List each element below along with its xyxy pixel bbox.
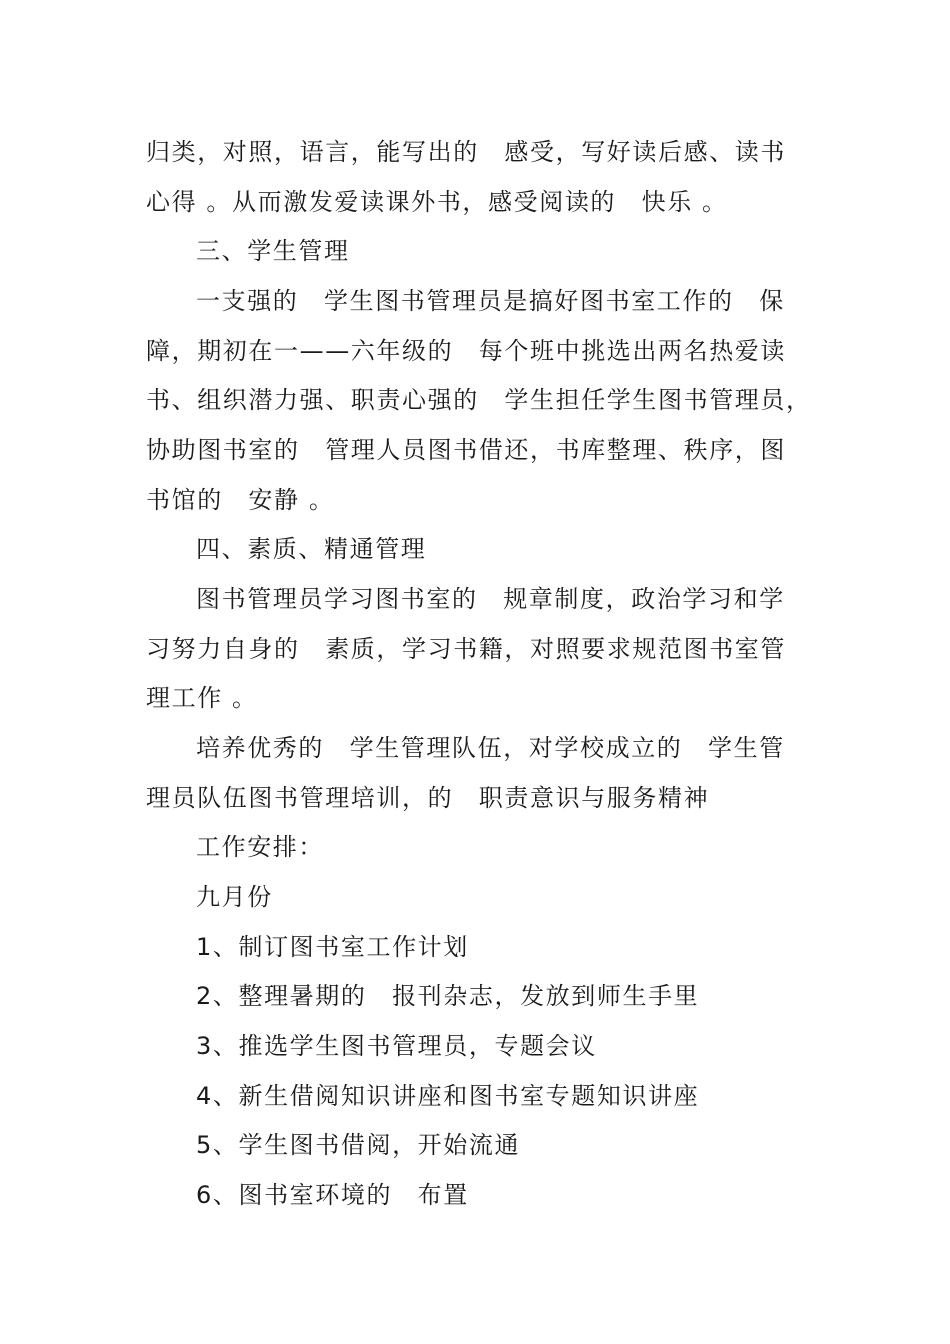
paragraph-line: 理工作 。 bbox=[146, 684, 258, 712]
paragraph-line: 培养优秀的 学生管理队伍，对学校成立的 学生管 bbox=[196, 734, 785, 762]
list-item: 1、制订图书室工作计划 bbox=[196, 933, 469, 961]
paragraph-line: 理员队伍图书管理培训，的 职责意识与服务精神 bbox=[146, 784, 710, 812]
paragraph-line: 障，期初在一——六年级的 每个班中挑选出两名热爱读 bbox=[146, 337, 786, 365]
list-item: 6、图书室环境的 布置 bbox=[196, 1181, 469, 1209]
paragraph-line: 书馆的 安静 。 bbox=[146, 486, 335, 514]
paragraph-line: 一支强的 学生图书管理员是搞好图书室工作的 保 bbox=[196, 287, 785, 315]
list-item: 5、学生图书借阅，开始流通 bbox=[196, 1131, 521, 1159]
paragraph-line: 心得 。从而激发爱读课外书，感受阅读的 快乐 。 bbox=[146, 188, 728, 216]
paragraph-line: 图书管理员学习图书室的 规章制度，政治学习和学 bbox=[196, 585, 785, 613]
section-heading: 四、素质、精通管理 bbox=[196, 535, 427, 563]
list-item: 4、新生借阅知识讲座和图书室专题知识讲座 bbox=[196, 1082, 700, 1110]
paragraph-line: 书、组织潜力强、职责心强的 学生担任学生图书管理员， bbox=[146, 386, 812, 414]
paragraph-line: 协助图书室的 管理人员图书借还，书库整理、秩序，图 bbox=[146, 436, 786, 464]
paragraph-line: 习努力自身的 素质，学习书籍，对照要求规范图书室管 bbox=[146, 635, 786, 663]
list-item: 3、推选学生图书管理员，专题会议 bbox=[196, 1032, 597, 1060]
paragraph-line: 归类，对照，语言，能写出的 感受，写好读后感、读书 bbox=[146, 138, 786, 166]
month-heading: 九月份 bbox=[196, 883, 273, 911]
list-item: 2、整理暑期的 报刊杂志，发放到师生手里 bbox=[196, 982, 700, 1010]
section-heading: 三、学生管理 bbox=[196, 237, 350, 265]
section-heading: 工作安排： bbox=[196, 833, 324, 861]
